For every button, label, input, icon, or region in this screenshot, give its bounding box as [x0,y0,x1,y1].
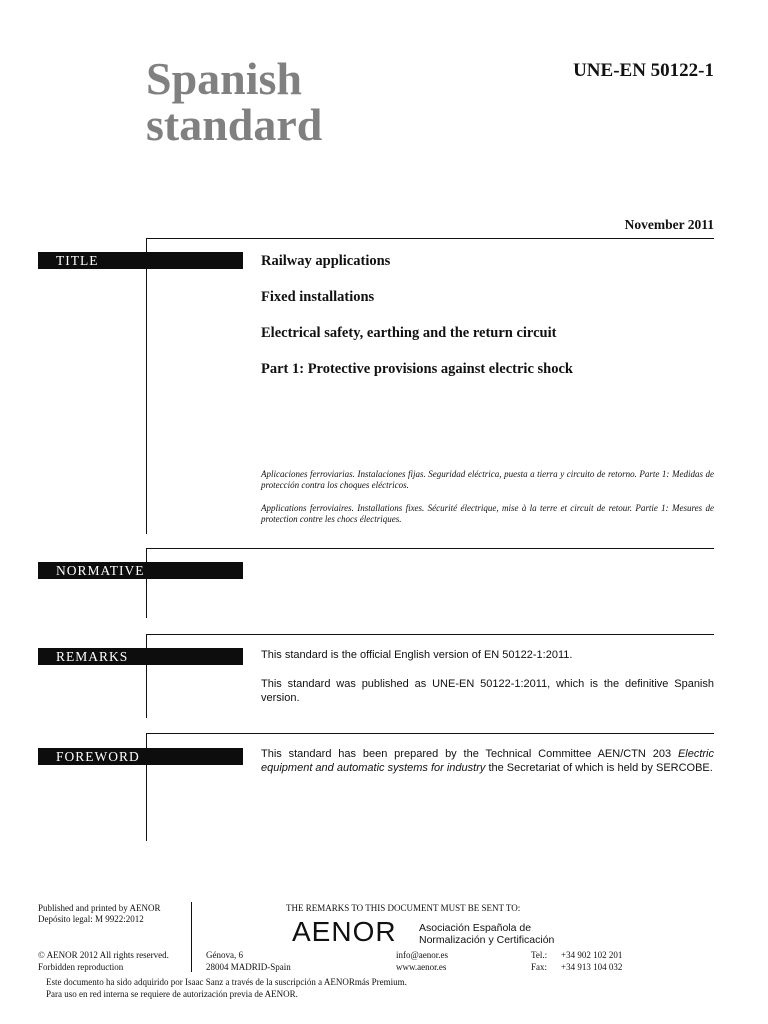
remarks-paragraph-2: This standard was published as UNE-EN 50122-1:2011, which is the definitive Spanish version. [261,678,714,704]
title-line-1: Railway applications [261,253,391,269]
spanish-title: Aplicaciones ferroviarias. Instalaciones fijas. Seguridad eléctrica, puesta a tierra y circuito de retorno. Parte 1: Medidas de protección contra los choques eléctricos. [261,469,714,490]
title-vertical-rule [146,238,147,534]
french-title: Applications ferroviaires. Installations fixes. Sécurité électrique, mise à la terre et circuit de retour. Partie 1: Mesures de protection contre les chocs électriques. [261,503,714,524]
published-by: Published and printed by AENOR [38,903,161,913]
standard-code: UNE-EN 50122-1 [573,60,714,81]
remarks-vertical-rule [146,634,147,718]
title-top-rule [146,238,714,239]
aenor-logo: AENOR [292,916,397,947]
foreword-top-rule [146,733,714,734]
foreword-committee-scope: Electric equipment and automatic systems for industry [261,748,714,774]
normative-label: NORMATIVE [38,562,243,579]
remarks-paragraph-1: This standard is the official English version of EN 50122-1:2011. [261,649,573,661]
heading-line-1: Spanish [146,53,303,104]
foreword-text-start: This standard has been prepared by the Technical Committee AEN/CTN 203 [261,748,678,760]
telephone-label: Tel.: [531,950,548,960]
contact-email[interactable]: info@aenor.es [396,950,449,960]
foreword-label: FOREWORD [38,748,243,765]
normative-vertical-rule [146,548,147,618]
aenor-organization-name [419,922,579,946]
foreword-text-end: the Secretariat of which is held by SERCOBE. [485,762,713,774]
document-heading [146,53,446,150]
copyright: © AENOR 2012 All rights reserved. [38,950,169,960]
organization-line-2: Normalización y Certificación [419,934,555,946]
subscription-notice: Este documento ha sido adquirido por Isaac Sanz a través de la suscripción a AENORmás Premium. [46,977,407,987]
contact-website[interactable]: www.aenor.es [396,962,447,972]
heading-line-2: standard [146,99,323,150]
remarks-label: REMARKS [38,648,243,665]
title-line-2: Fixed installations [261,289,375,305]
forbidden-reproduction: Forbidden reproduction [38,962,124,972]
internal-use-notice: Para uso en red interna se requiere de autorización previa de AENOR. [46,989,298,999]
fax-label: Fax: [531,962,548,972]
fax-number: +34 913 104 032 [561,962,623,972]
deposito-legal: Depósito legal: M 9922:2012 [38,914,144,924]
remarks-top-rule [146,634,714,635]
publication-date: November 2011 [624,217,714,232]
title-line-4: Part 1: Protective provisions against electric shock [261,361,573,377]
normative-top-rule [146,548,714,549]
address-street: Génova, 6 [206,950,243,960]
footer-divider [191,902,192,972]
foreword-paragraph [261,747,714,775]
organization-line-1: Asociación Española de [419,922,532,934]
title-label: TITLE [38,252,243,269]
title-line-3: Electrical safety, earthing and the return circuit [261,325,557,341]
address-city: 28004 MADRID-Spain [206,962,291,972]
telephone-number: +34 902 102 201 [561,950,623,960]
remarks-recipient-heading: THE REMARKS TO THIS DOCUMENT MUST BE SENT TO: [286,903,521,913]
